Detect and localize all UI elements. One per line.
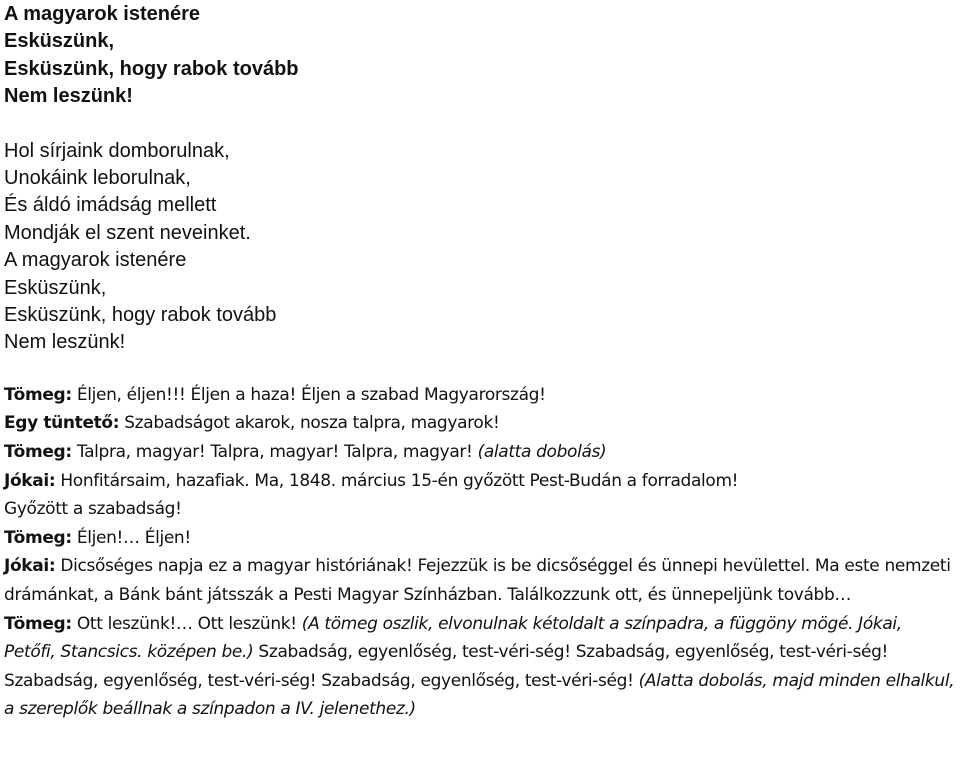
speaker-label: Tömeg: — [4, 442, 72, 463]
document-page — [4, 0, 956, 724]
poem-line: A magyarok istenére — [4, 3, 201, 25]
speaker-label: Tömeg: — [4, 384, 72, 405]
dialog-paragraph — [4, 552, 956, 609]
poem-line: Unokáink leborulnak, — [4, 167, 191, 190]
stanza-gap — [4, 111, 956, 138]
dialog-line — [4, 438, 956, 467]
dialog-line — [4, 381, 956, 410]
poem-line: Mondják el szent neveinket. — [4, 221, 251, 244]
speech-text: Szabadság, egyenlőség, test-véri-ség! Szabadság, egyenlőség, test-véri-ség! Szabadság, egyenlőség, test-véri-ség! Szabadság, egyenlőség, test-véri-ség! — [4, 642, 888, 691]
poem-line: Esküszünk, — [4, 30, 115, 53]
poem-line: Hol sírjaink domborulnak, — [4, 139, 230, 162]
dialog-line — [4, 495, 956, 524]
speech-text: Éljen!… Éljen! — [71, 527, 191, 548]
stage-direction: (alatta dobolás) — [477, 442, 607, 463]
speaker-label: Egy tüntető: — [4, 413, 120, 434]
speech-text: Dicsőséges napja ez a magyar históriának! Fejezzük is be dicsőséggel és ünnepi hevülettel. Ma este nemzeti drámánkat, a Bánk bánt játsszák a Pesti Magyar Színházban. Találkozzunk ott, és ünnepeljünk tovább… — [4, 556, 951, 606]
speaker-label: Tömeg: — [4, 527, 72, 548]
dialog-line — [4, 467, 956, 496]
dialog-line — [4, 409, 956, 438]
speaker-label: Jókai: — [4, 556, 56, 577]
speech-text: Győzött a szabadság! — [4, 499, 182, 520]
speech-text: Ott leszünk!… Ott leszünk! — [71, 613, 302, 634]
poem-line: És áldó imádság mellett — [4, 194, 217, 217]
dialog-line — [4, 524, 956, 553]
poem-line: Nem leszünk! — [4, 85, 133, 108]
dialog-block — [4, 381, 956, 724]
poem-line: Esküszünk, hogy rabok tovább — [4, 57, 299, 80]
speech-text: Honfitársaim, hazafiak. Ma, 1848. március 15-én győzött Pest-Budán a forradalom! — [55, 470, 739, 491]
stage-direction: (A tömeg oszlik, elvonulnak kétoldalt a színpadra, a függöny mögé. Jókai, Petőfi, Stancsics. középen be.) — [4, 613, 902, 663]
poem-block — [4, 0, 956, 357]
poem-line: Nem leszünk! — [4, 331, 126, 354]
speaker-label: Jókai: — [4, 470, 56, 491]
poem-line: Esküszünk, — [4, 276, 107, 299]
poem-line: A magyarok istenére — [4, 249, 187, 272]
speech-text: Talpra, magyar! Talpra, magyar! Talpra, magyar! — [71, 442, 478, 463]
speaker-label: Tömeg: — [4, 613, 72, 634]
poem-line: Esküszünk, hogy rabok tovább — [4, 304, 277, 327]
speech-text: Éljen, éljen!!! Éljen a haza! Éljen a szabad Magyarország! — [71, 384, 546, 405]
dialog-paragraph — [4, 610, 956, 724]
speech-text: Szabadságot akarok, nosza talpra, magyarok! — [119, 413, 500, 434]
stage-direction: (Alatta dobolás, majd minden elhalkul, a szereplők beállnak a színpadon a IV. jelenethez.) — [4, 670, 955, 720]
